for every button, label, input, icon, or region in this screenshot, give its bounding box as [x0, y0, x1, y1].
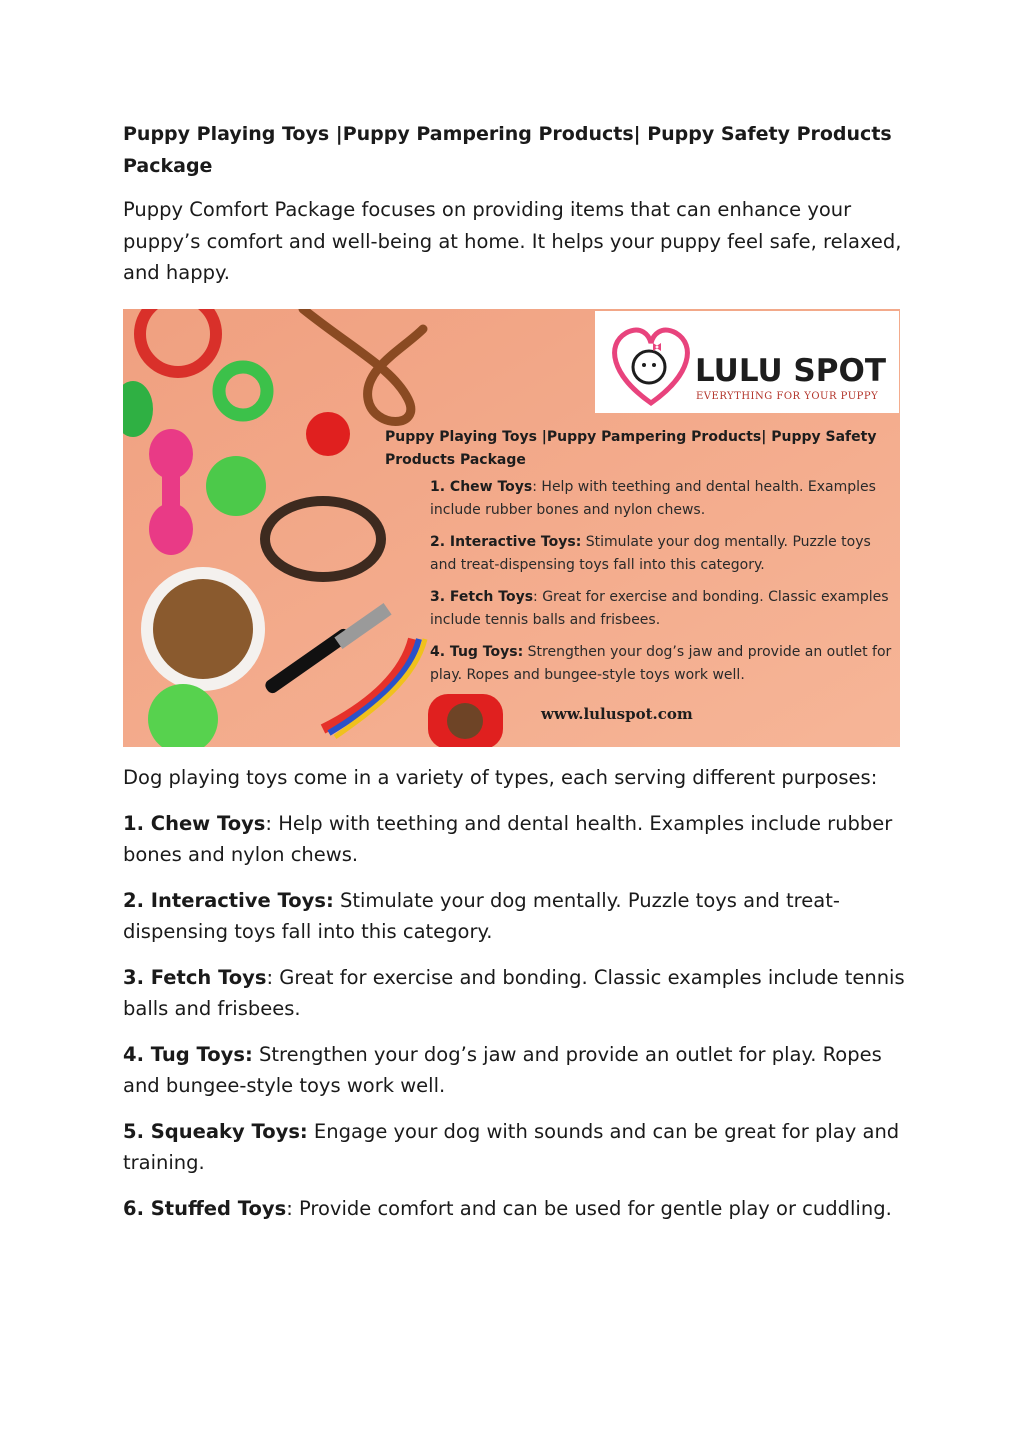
list-item-label: 2. Interactive Toys: — [123, 888, 334, 912]
list-item-text: : Great for exercise and bonding. Classic examples include tennis balls and frisbees. — [123, 965, 905, 1020]
lead-paragraph: Dog playing toys come in a variety of types, each serving different purposes: — [123, 766, 878, 789]
list-item-label: 6. Stuffed Toys — [123, 1196, 287, 1220]
banner-item-label: 4. Tug Toys: — [430, 644, 524, 660]
list-item-label: 4. Tug Toys: — [123, 1042, 253, 1066]
list-item — [123, 1193, 913, 1225]
banner-item-label: 1. Chew Toys — [430, 479, 533, 495]
banner-item-text: Strengthen your dog’s jaw and provide an outlet for play. Ropes and bungee-style toys work well. — [430, 644, 892, 683]
product-banner-image — [123, 309, 900, 747]
banner-item — [430, 641, 895, 686]
red-treat-feeder — [428, 694, 503, 747]
list-item — [123, 1039, 913, 1102]
logo-name: LULU SPOT — [695, 353, 886, 389]
list-item — [123, 808, 913, 871]
list-item — [123, 962, 913, 1025]
puppy-heart-logo-icon — [601, 315, 701, 415]
toy-types-section — [123, 762, 913, 1238]
banner-item-text: : Great for exercise and bonding. Classic examples include tennis balls and frisbees. — [430, 589, 889, 628]
food-bowl — [141, 567, 265, 691]
list-item-text: Strengthen your dog’s jaw and provide an outlet for play. Ropes and bungee-style toys work well. — [123, 1042, 882, 1097]
document-title: Puppy Playing Toys |Puppy Pampering Products| Puppy Safety Products Package — [123, 123, 892, 177]
lulu-spot-logo — [595, 311, 899, 413]
list-item-text: Engage your dog with sounds and can be great for play and training. — [123, 1119, 900, 1174]
banner-item — [430, 531, 895, 576]
list-item — [123, 885, 913, 948]
list-item — [123, 1116, 913, 1179]
banner-item — [430, 476, 895, 521]
logo-tagline: EVERYTHING FOR YOUR PUPPY — [696, 391, 879, 402]
lime-ball — [206, 456, 266, 516]
list-item-label: 1. Chew Toys — [123, 811, 266, 835]
document-header — [123, 118, 903, 289]
list-item-text: Stimulate your dog mentally. Puzzle toys and treat-dispensing toys fall into this category. — [123, 888, 840, 943]
banner-item-label: 2. Interactive Toys: — [430, 534, 582, 550]
banner-item-text: : Help with teething and dental health. Examples include rubber bones and nylon chews. — [430, 479, 876, 518]
list-item-label: 5. Squeaky Toys: — [123, 1119, 308, 1143]
banner-item-text: Stimulate your dog mentally. Puzzle toys and treat-dispensing toys fall into this category. — [430, 534, 871, 573]
list-item-text: : Help with teething and dental health. Examples include rubber bones and nylon chews. — [123, 811, 893, 866]
banner-website-url: www.luluspot.com — [541, 705, 693, 723]
banner-item — [430, 586, 895, 631]
intro-paragraph: Puppy Comfort Package focuses on providing items that can enhance your puppy’s comfort and well-being at home. It helps your puppy feel safe, relaxed, and happy. — [123, 198, 902, 284]
list-item-label: 3. Fetch Toys — [123, 965, 267, 989]
red-ball — [306, 412, 350, 456]
banner-item-label: 3. Fetch Toys — [430, 589, 534, 605]
banner-title: Puppy Playing Toys |Puppy Pampering Products| Puppy Safety Products Package — [385, 429, 877, 468]
list-item-text: : Provide comfort and can be used for gentle play or cuddling. — [286, 1196, 892, 1220]
